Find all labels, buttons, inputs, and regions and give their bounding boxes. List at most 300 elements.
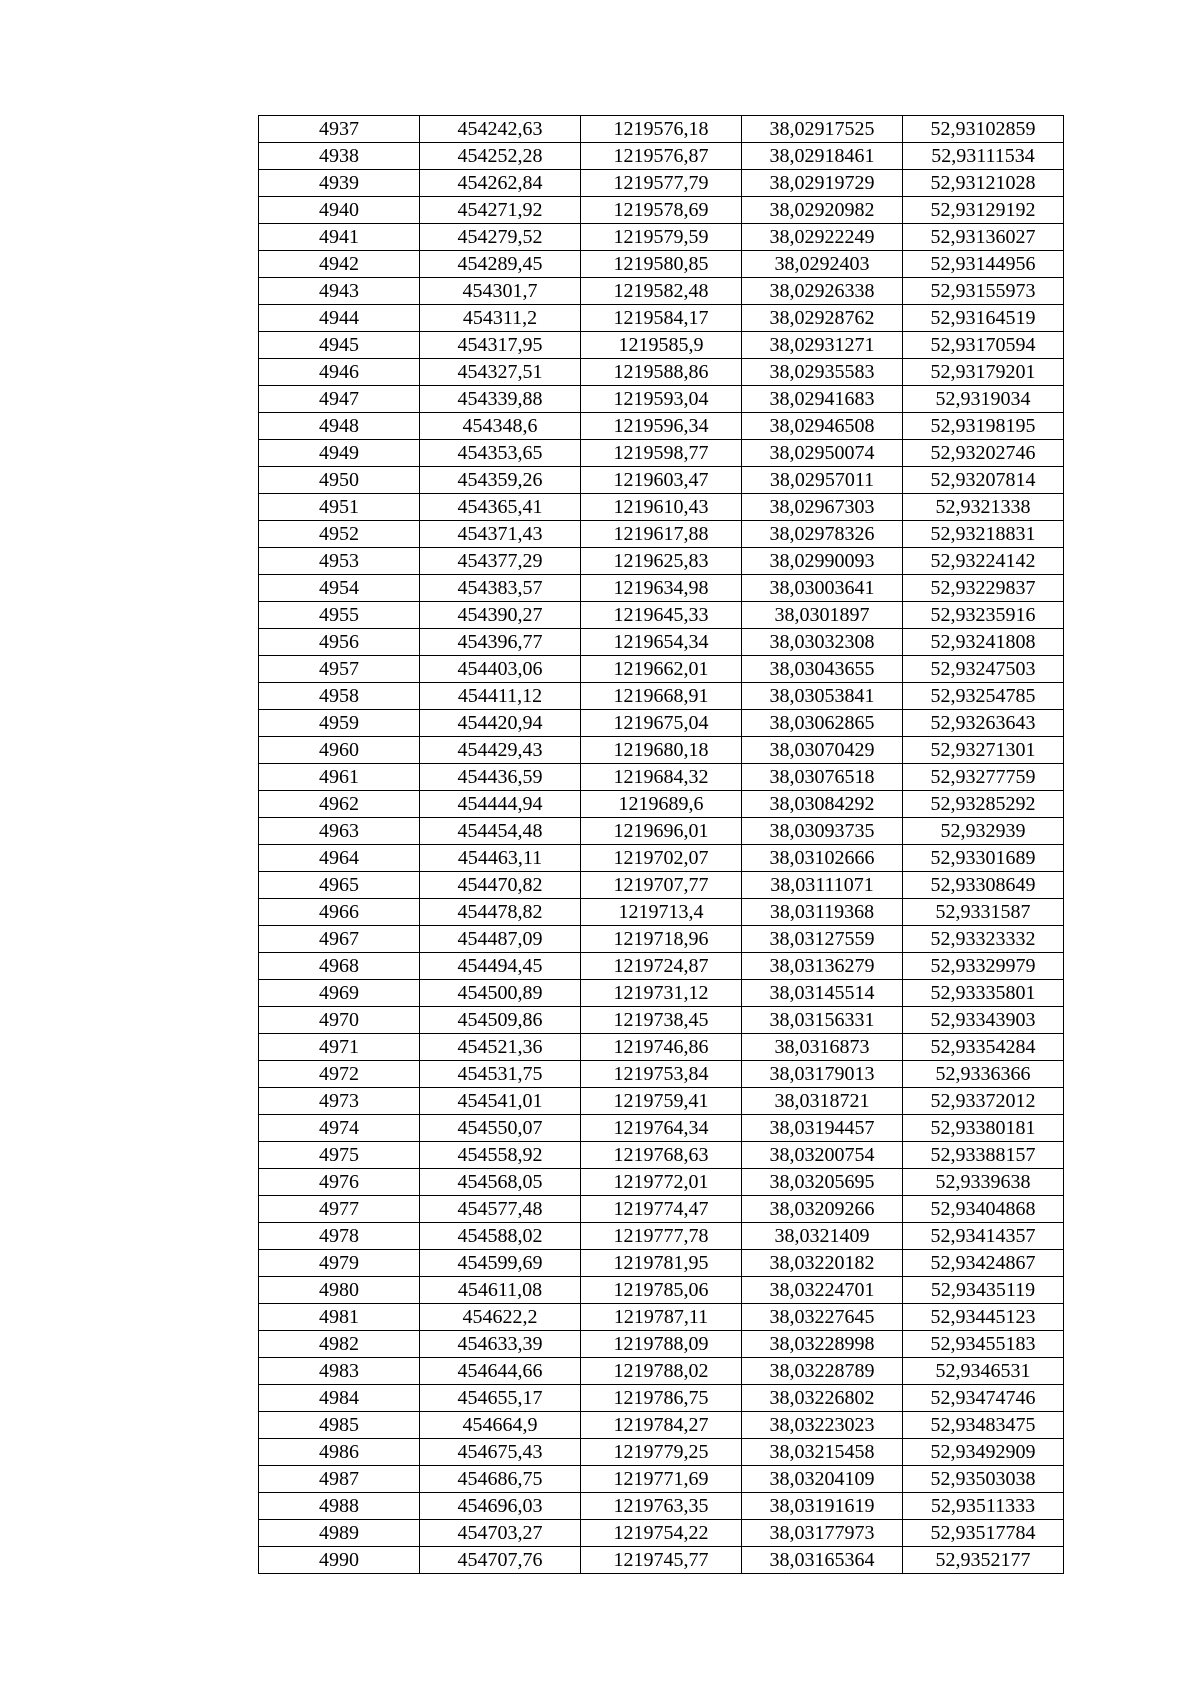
latitude-cell: 52,93121028 (903, 170, 1064, 197)
table-row (259, 467, 1064, 494)
x-coordinate-cell: 454396,77 (420, 629, 581, 656)
coordinates-table-body (259, 116, 1064, 1574)
longitude-cell: 38,03070429 (742, 737, 903, 764)
x-coordinate-cell: 454494,45 (420, 953, 581, 980)
latitude-cell: 52,9352177 (903, 1547, 1064, 1574)
longitude-cell: 38,0321409 (742, 1223, 903, 1250)
y-coordinate-cell: 1219625,83 (581, 548, 742, 575)
y-coordinate-cell: 1219731,12 (581, 980, 742, 1007)
x-coordinate-cell: 454454,48 (420, 818, 581, 845)
x-coordinate-cell: 454599,69 (420, 1250, 581, 1277)
table-row (259, 359, 1064, 386)
point-number-cell: 4959 (259, 710, 420, 737)
point-number-cell: 4964 (259, 845, 420, 872)
latitude-cell: 52,93424867 (903, 1250, 1064, 1277)
longitude-cell: 38,03127559 (742, 926, 903, 953)
table-row (259, 980, 1064, 1007)
table-row (259, 413, 1064, 440)
latitude-cell: 52,93308649 (903, 872, 1064, 899)
x-coordinate-cell: 454317,95 (420, 332, 581, 359)
latitude-cell: 52,93218831 (903, 521, 1064, 548)
latitude-cell: 52,93229837 (903, 575, 1064, 602)
table-row (259, 143, 1064, 170)
longitude-cell: 38,03062865 (742, 710, 903, 737)
latitude-cell: 52,93301689 (903, 845, 1064, 872)
table-row (259, 116, 1064, 143)
table-row (259, 872, 1064, 899)
x-coordinate-cell: 454390,27 (420, 602, 581, 629)
x-coordinate-cell: 454531,75 (420, 1061, 581, 1088)
longitude-cell: 38,03032308 (742, 629, 903, 656)
table-row (259, 1547, 1064, 1574)
y-coordinate-cell: 1219745,77 (581, 1547, 742, 1574)
table-row (259, 521, 1064, 548)
latitude-cell: 52,93247503 (903, 656, 1064, 683)
x-coordinate-cell: 454311,2 (420, 305, 581, 332)
y-coordinate-cell: 1219713,4 (581, 899, 742, 926)
latitude-cell: 52,9346531 (903, 1358, 1064, 1385)
longitude-cell: 38,02990093 (742, 548, 903, 575)
point-number-cell: 4983 (259, 1358, 420, 1385)
y-coordinate-cell: 1219645,33 (581, 602, 742, 629)
latitude-cell: 52,93241808 (903, 629, 1064, 656)
table-row (259, 656, 1064, 683)
latitude-cell: 52,93414357 (903, 1223, 1064, 1250)
longitude-cell: 38,03191619 (742, 1493, 903, 1520)
longitude-cell: 38,03228789 (742, 1358, 903, 1385)
y-coordinate-cell: 1219763,35 (581, 1493, 742, 1520)
latitude-cell: 52,93354284 (903, 1034, 1064, 1061)
y-coordinate-cell: 1219654,34 (581, 629, 742, 656)
longitude-cell: 38,03177973 (742, 1520, 903, 1547)
latitude-cell: 52,93388157 (903, 1142, 1064, 1169)
x-coordinate-cell: 454436,59 (420, 764, 581, 791)
point-number-cell: 4940 (259, 197, 420, 224)
y-coordinate-cell: 1219788,02 (581, 1358, 742, 1385)
latitude-cell: 52,93198195 (903, 413, 1064, 440)
longitude-cell: 38,02919729 (742, 170, 903, 197)
point-number-cell: 4943 (259, 278, 420, 305)
table-row (259, 737, 1064, 764)
latitude-cell: 52,93136027 (903, 224, 1064, 251)
longitude-cell: 38,02931271 (742, 332, 903, 359)
y-coordinate-cell: 1219777,78 (581, 1223, 742, 1250)
latitude-cell: 52,93323332 (903, 926, 1064, 953)
x-coordinate-cell: 454707,76 (420, 1547, 581, 1574)
y-coordinate-cell: 1219787,11 (581, 1304, 742, 1331)
latitude-cell: 52,93517784 (903, 1520, 1064, 1547)
table-row (259, 251, 1064, 278)
table-row (259, 1331, 1064, 1358)
x-coordinate-cell: 454509,86 (420, 1007, 581, 1034)
x-coordinate-cell: 454686,75 (420, 1466, 581, 1493)
table-row (259, 1061, 1064, 1088)
longitude-cell: 38,02967303 (742, 494, 903, 521)
point-number-cell: 4954 (259, 575, 420, 602)
y-coordinate-cell: 1219689,6 (581, 791, 742, 818)
latitude-cell: 52,93445123 (903, 1304, 1064, 1331)
table-row (259, 1412, 1064, 1439)
x-coordinate-cell: 454429,43 (420, 737, 581, 764)
y-coordinate-cell: 1219718,96 (581, 926, 742, 953)
x-coordinate-cell: 454622,2 (420, 1304, 581, 1331)
table-row (259, 1520, 1064, 1547)
table-row (259, 575, 1064, 602)
longitude-cell: 38,03003641 (742, 575, 903, 602)
y-coordinate-cell: 1219668,91 (581, 683, 742, 710)
longitude-cell: 38,0301897 (742, 602, 903, 629)
longitude-cell: 38,03093735 (742, 818, 903, 845)
x-coordinate-cell: 454550,07 (420, 1115, 581, 1142)
longitude-cell: 38,02946508 (742, 413, 903, 440)
latitude-cell: 52,93511333 (903, 1493, 1064, 1520)
x-coordinate-cell: 454568,05 (420, 1169, 581, 1196)
point-number-cell: 4962 (259, 791, 420, 818)
coordinates-table (258, 115, 1064, 1574)
x-coordinate-cell: 454262,84 (420, 170, 581, 197)
table-row (259, 1007, 1064, 1034)
point-number-cell: 4988 (259, 1493, 420, 1520)
table-row (259, 548, 1064, 575)
point-number-cell: 4980 (259, 1277, 420, 1304)
point-number-cell: 4966 (259, 899, 420, 926)
latitude-cell: 52,93372012 (903, 1088, 1064, 1115)
point-number-cell: 4939 (259, 170, 420, 197)
x-coordinate-cell: 454577,48 (420, 1196, 581, 1223)
table-row (259, 926, 1064, 953)
point-number-cell: 4982 (259, 1331, 420, 1358)
table-row (259, 170, 1064, 197)
longitude-cell: 38,03053841 (742, 683, 903, 710)
table-row (259, 1034, 1064, 1061)
x-coordinate-cell: 454541,01 (420, 1088, 581, 1115)
x-coordinate-cell: 454371,43 (420, 521, 581, 548)
y-coordinate-cell: 1219675,04 (581, 710, 742, 737)
point-number-cell: 4937 (259, 116, 420, 143)
point-number-cell: 4957 (259, 656, 420, 683)
longitude-cell: 38,02928762 (742, 305, 903, 332)
x-coordinate-cell: 454500,89 (420, 980, 581, 1007)
y-coordinate-cell: 1219634,98 (581, 575, 742, 602)
x-coordinate-cell: 454411,12 (420, 683, 581, 710)
y-coordinate-cell: 1219588,86 (581, 359, 742, 386)
y-coordinate-cell: 1219779,25 (581, 1439, 742, 1466)
latitude-cell: 52,93179201 (903, 359, 1064, 386)
point-number-cell: 4961 (259, 764, 420, 791)
longitude-cell: 38,03223023 (742, 1412, 903, 1439)
longitude-cell: 38,03119368 (742, 899, 903, 926)
x-coordinate-cell: 454444,94 (420, 791, 581, 818)
latitude-cell: 52,93263643 (903, 710, 1064, 737)
point-number-cell: 4951 (259, 494, 420, 521)
latitude-cell: 52,93277759 (903, 764, 1064, 791)
table-row (259, 386, 1064, 413)
x-coordinate-cell: 454348,6 (420, 413, 581, 440)
latitude-cell: 52,93235916 (903, 602, 1064, 629)
longitude-cell: 38,02917525 (742, 116, 903, 143)
point-number-cell: 4956 (259, 629, 420, 656)
x-coordinate-cell: 454703,27 (420, 1520, 581, 1547)
point-number-cell: 4949 (259, 440, 420, 467)
x-coordinate-cell: 454696,03 (420, 1493, 581, 1520)
point-number-cell: 4969 (259, 980, 420, 1007)
latitude-cell: 52,93111534 (903, 143, 1064, 170)
table-row (259, 710, 1064, 737)
y-coordinate-cell: 1219610,43 (581, 494, 742, 521)
longitude-cell: 38,03204109 (742, 1466, 903, 1493)
longitude-cell: 38,03111071 (742, 872, 903, 899)
latitude-cell: 52,93492909 (903, 1439, 1064, 1466)
y-coordinate-cell: 1219576,18 (581, 116, 742, 143)
longitude-cell: 38,03200754 (742, 1142, 903, 1169)
longitude-cell: 38,03227645 (742, 1304, 903, 1331)
longitude-cell: 38,03179013 (742, 1061, 903, 1088)
table-row (259, 278, 1064, 305)
table-row (259, 1466, 1064, 1493)
latitude-cell: 52,93329979 (903, 953, 1064, 980)
point-number-cell: 4977 (259, 1196, 420, 1223)
latitude-cell: 52,93343903 (903, 1007, 1064, 1034)
longitude-cell: 38,03145514 (742, 980, 903, 1007)
y-coordinate-cell: 1219696,01 (581, 818, 742, 845)
longitude-cell: 38,03165364 (742, 1547, 903, 1574)
y-coordinate-cell: 1219593,04 (581, 386, 742, 413)
latitude-cell: 52,93285292 (903, 791, 1064, 818)
point-number-cell: 4987 (259, 1466, 420, 1493)
y-coordinate-cell: 1219576,87 (581, 143, 742, 170)
point-number-cell: 4953 (259, 548, 420, 575)
table-row (259, 899, 1064, 926)
y-coordinate-cell: 1219662,01 (581, 656, 742, 683)
table-row (259, 953, 1064, 980)
latitude-cell: 52,93455183 (903, 1331, 1064, 1358)
latitude-cell: 52,93155973 (903, 278, 1064, 305)
point-number-cell: 4941 (259, 224, 420, 251)
latitude-cell: 52,93474746 (903, 1385, 1064, 1412)
y-coordinate-cell: 1219680,18 (581, 737, 742, 764)
latitude-cell: 52,93404868 (903, 1196, 1064, 1223)
longitude-cell: 38,03228998 (742, 1331, 903, 1358)
point-number-cell: 4971 (259, 1034, 420, 1061)
point-number-cell: 4984 (259, 1385, 420, 1412)
longitude-cell: 38,02922249 (742, 224, 903, 251)
point-number-cell: 4944 (259, 305, 420, 332)
table-row (259, 305, 1064, 332)
latitude-cell: 52,93164519 (903, 305, 1064, 332)
y-coordinate-cell: 1219772,01 (581, 1169, 742, 1196)
y-coordinate-cell: 1219746,86 (581, 1034, 742, 1061)
point-number-cell: 4974 (259, 1115, 420, 1142)
y-coordinate-cell: 1219738,45 (581, 1007, 742, 1034)
y-coordinate-cell: 1219788,09 (581, 1331, 742, 1358)
longitude-cell: 38,03224701 (742, 1277, 903, 1304)
point-number-cell: 4946 (259, 359, 420, 386)
x-coordinate-cell: 454271,92 (420, 197, 581, 224)
y-coordinate-cell: 1219771,69 (581, 1466, 742, 1493)
table-row (259, 1169, 1064, 1196)
point-number-cell: 4970 (259, 1007, 420, 1034)
y-coordinate-cell: 1219724,87 (581, 953, 742, 980)
x-coordinate-cell: 454588,02 (420, 1223, 581, 1250)
longitude-cell: 38,02935583 (742, 359, 903, 386)
y-coordinate-cell: 1219754,22 (581, 1520, 742, 1547)
y-coordinate-cell: 1219759,41 (581, 1088, 742, 1115)
table-row (259, 1223, 1064, 1250)
latitude-cell: 52,932939 (903, 818, 1064, 845)
x-coordinate-cell: 454655,17 (420, 1385, 581, 1412)
y-coordinate-cell: 1219577,79 (581, 170, 742, 197)
longitude-cell: 38,03226802 (742, 1385, 903, 1412)
y-coordinate-cell: 1219784,27 (581, 1412, 742, 1439)
point-number-cell: 4990 (259, 1547, 420, 1574)
point-number-cell: 4955 (259, 602, 420, 629)
table-row (259, 1115, 1064, 1142)
point-number-cell: 4985 (259, 1412, 420, 1439)
longitude-cell: 38,03043655 (742, 656, 903, 683)
longitude-cell: 38,02918461 (742, 143, 903, 170)
table-row (259, 764, 1064, 791)
table-row (259, 1439, 1064, 1466)
longitude-cell: 38,03084292 (742, 791, 903, 818)
x-coordinate-cell: 454383,57 (420, 575, 581, 602)
x-coordinate-cell: 454353,65 (420, 440, 581, 467)
latitude-cell: 52,93144956 (903, 251, 1064, 278)
y-coordinate-cell: 1219598,77 (581, 440, 742, 467)
latitude-cell: 52,93503038 (903, 1466, 1064, 1493)
y-coordinate-cell: 1219781,95 (581, 1250, 742, 1277)
table-row (259, 494, 1064, 521)
y-coordinate-cell: 1219785,06 (581, 1277, 742, 1304)
table-row (259, 602, 1064, 629)
point-number-cell: 4952 (259, 521, 420, 548)
latitude-cell: 52,93170594 (903, 332, 1064, 359)
point-number-cell: 4981 (259, 1304, 420, 1331)
latitude-cell: 52,9339638 (903, 1169, 1064, 1196)
table-row (259, 1493, 1064, 1520)
table-row (259, 683, 1064, 710)
point-number-cell: 4960 (259, 737, 420, 764)
y-coordinate-cell: 1219768,63 (581, 1142, 742, 1169)
x-coordinate-cell: 454470,82 (420, 872, 581, 899)
latitude-cell: 52,93380181 (903, 1115, 1064, 1142)
point-number-cell: 4976 (259, 1169, 420, 1196)
point-number-cell: 4973 (259, 1088, 420, 1115)
y-coordinate-cell: 1219603,47 (581, 467, 742, 494)
x-coordinate-cell: 454644,66 (420, 1358, 581, 1385)
latitude-cell: 52,93483475 (903, 1412, 1064, 1439)
longitude-cell: 38,0318721 (742, 1088, 903, 1115)
x-coordinate-cell: 454558,92 (420, 1142, 581, 1169)
x-coordinate-cell: 454365,41 (420, 494, 581, 521)
latitude-cell: 52,93102859 (903, 116, 1064, 143)
x-coordinate-cell: 454339,88 (420, 386, 581, 413)
x-coordinate-cell: 454301,7 (420, 278, 581, 305)
point-number-cell: 4979 (259, 1250, 420, 1277)
y-coordinate-cell: 1219578,69 (581, 197, 742, 224)
table-row (259, 1196, 1064, 1223)
x-coordinate-cell: 454279,52 (420, 224, 581, 251)
table-row (259, 845, 1064, 872)
longitude-cell: 38,03136279 (742, 953, 903, 980)
latitude-cell: 52,9336366 (903, 1061, 1064, 1088)
table-row (259, 1088, 1064, 1115)
y-coordinate-cell: 1219585,9 (581, 332, 742, 359)
latitude-cell: 52,93254785 (903, 683, 1064, 710)
x-coordinate-cell: 454633,39 (420, 1331, 581, 1358)
longitude-cell: 38,02957011 (742, 467, 903, 494)
latitude-cell: 52,9331587 (903, 899, 1064, 926)
x-coordinate-cell: 454664,9 (420, 1412, 581, 1439)
longitude-cell: 38,02941683 (742, 386, 903, 413)
point-number-cell: 4967 (259, 926, 420, 953)
y-coordinate-cell: 1219786,75 (581, 1385, 742, 1412)
x-coordinate-cell: 454289,45 (420, 251, 581, 278)
x-coordinate-cell: 454675,43 (420, 1439, 581, 1466)
y-coordinate-cell: 1219582,48 (581, 278, 742, 305)
latitude-cell: 52,93435119 (903, 1277, 1064, 1304)
point-number-cell: 4963 (259, 818, 420, 845)
table-row (259, 197, 1064, 224)
latitude-cell: 52,93271301 (903, 737, 1064, 764)
y-coordinate-cell: 1219702,07 (581, 845, 742, 872)
longitude-cell: 38,02978326 (742, 521, 903, 548)
point-number-cell: 4978 (259, 1223, 420, 1250)
longitude-cell: 38,03205695 (742, 1169, 903, 1196)
point-number-cell: 4968 (259, 953, 420, 980)
table-row (259, 791, 1064, 818)
latitude-cell: 52,93335801 (903, 980, 1064, 1007)
longitude-cell: 38,03156331 (742, 1007, 903, 1034)
x-coordinate-cell: 454377,29 (420, 548, 581, 575)
longitude-cell: 38,03220182 (742, 1250, 903, 1277)
longitude-cell: 38,03194457 (742, 1115, 903, 1142)
y-coordinate-cell: 1219753,84 (581, 1061, 742, 1088)
y-coordinate-cell: 1219774,47 (581, 1196, 742, 1223)
point-number-cell: 4938 (259, 143, 420, 170)
longitude-cell: 38,03215458 (742, 1439, 903, 1466)
point-number-cell: 4972 (259, 1061, 420, 1088)
point-number-cell: 4942 (259, 251, 420, 278)
longitude-cell: 38,0292403 (742, 251, 903, 278)
x-coordinate-cell: 454487,09 (420, 926, 581, 953)
y-coordinate-cell: 1219617,88 (581, 521, 742, 548)
longitude-cell: 38,03076518 (742, 764, 903, 791)
point-number-cell: 4965 (259, 872, 420, 899)
table-row (259, 224, 1064, 251)
x-coordinate-cell: 454252,28 (420, 143, 581, 170)
x-coordinate-cell: 454403,06 (420, 656, 581, 683)
table-row (259, 818, 1064, 845)
table-row (259, 1277, 1064, 1304)
latitude-cell: 52,9321338 (903, 494, 1064, 521)
point-number-cell: 4975 (259, 1142, 420, 1169)
y-coordinate-cell: 1219707,77 (581, 872, 742, 899)
point-number-cell: 4989 (259, 1520, 420, 1547)
y-coordinate-cell: 1219580,85 (581, 251, 742, 278)
x-coordinate-cell: 454611,08 (420, 1277, 581, 1304)
longitude-cell: 38,02926338 (742, 278, 903, 305)
y-coordinate-cell: 1219684,32 (581, 764, 742, 791)
y-coordinate-cell: 1219579,59 (581, 224, 742, 251)
x-coordinate-cell: 454327,51 (420, 359, 581, 386)
latitude-cell: 52,93207814 (903, 467, 1064, 494)
table-row (259, 440, 1064, 467)
point-number-cell: 4986 (259, 1439, 420, 1466)
y-coordinate-cell: 1219584,17 (581, 305, 742, 332)
latitude-cell: 52,93202746 (903, 440, 1064, 467)
table-row (259, 332, 1064, 359)
x-coordinate-cell: 454242,63 (420, 116, 581, 143)
